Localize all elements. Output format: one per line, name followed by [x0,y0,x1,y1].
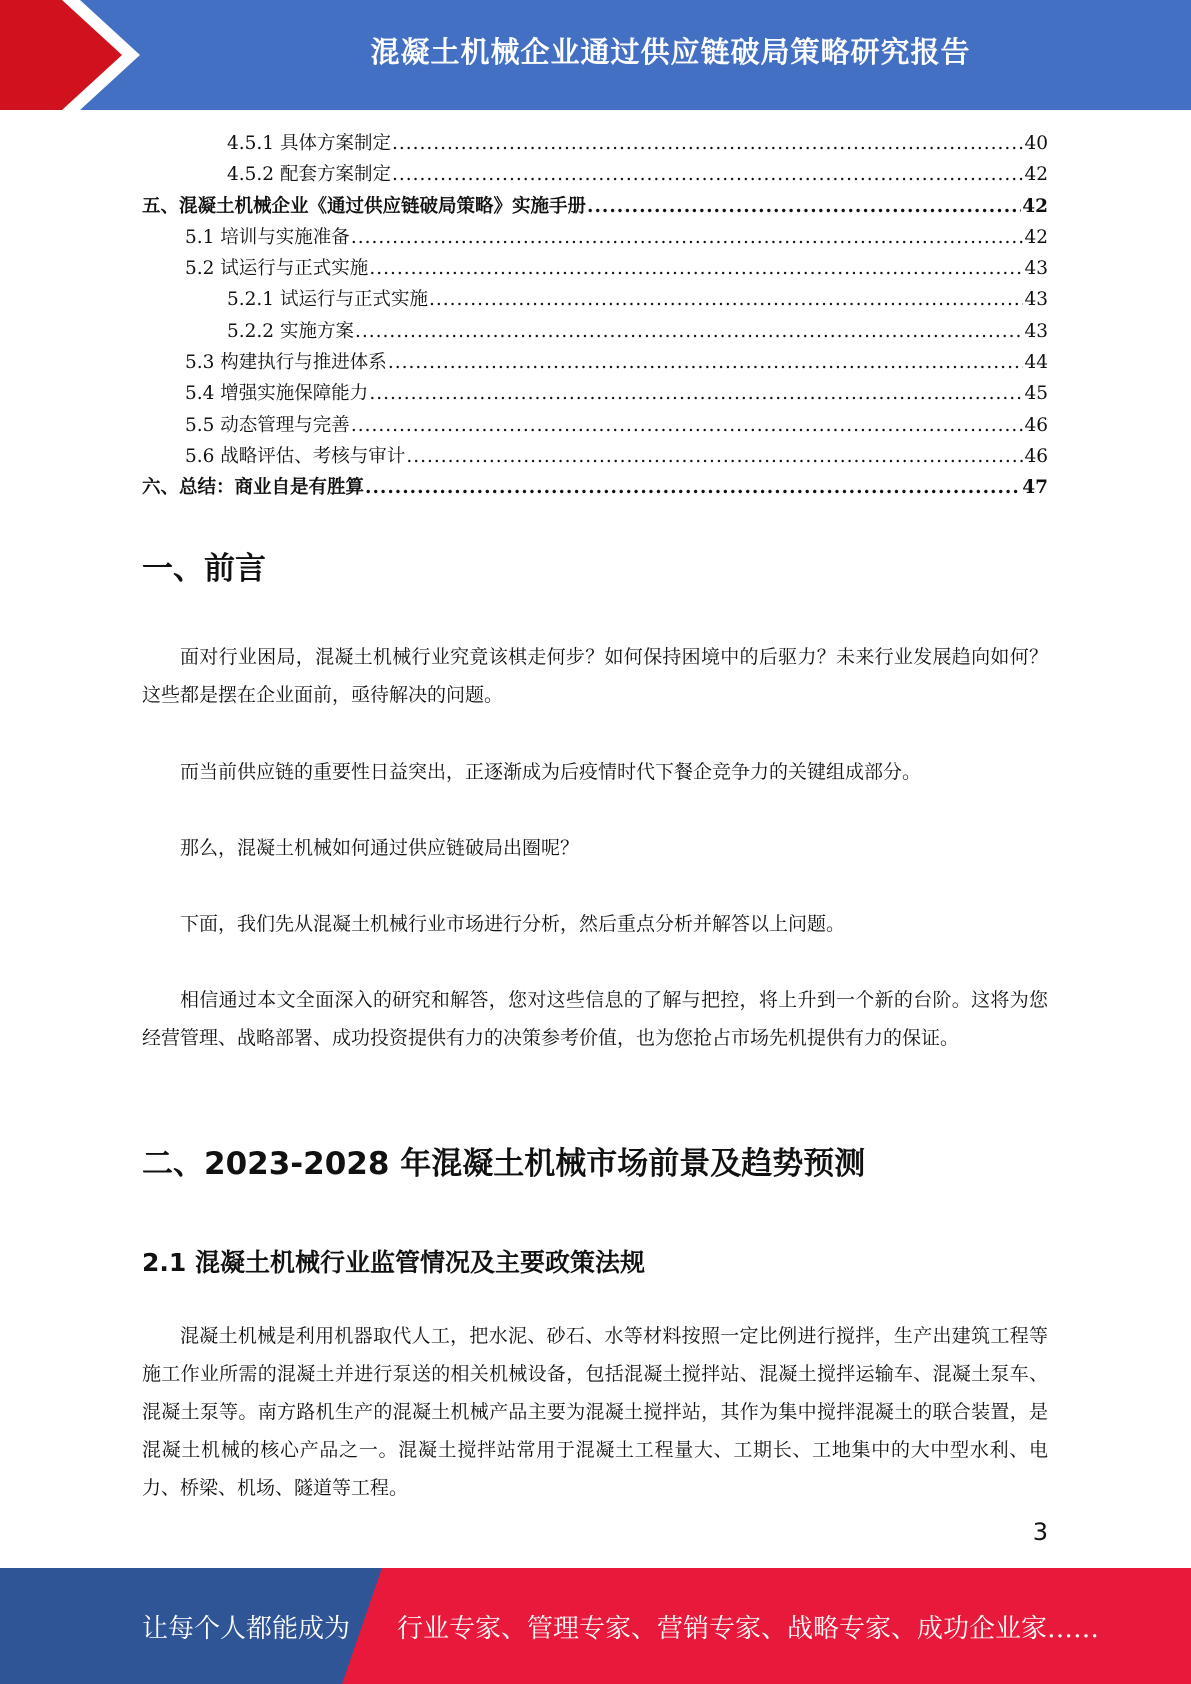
toc-entry-label: 5.2.1 试运行与正式实施 [227,289,428,311]
toc-entry[interactable] [142,128,1048,159]
toc-entry-page: 47 [1022,477,1048,499]
toc-dot-leader [351,222,1024,253]
toc-entry[interactable] [142,410,1048,441]
toc-dot-leader [406,441,1023,472]
toc-entry-label: 5.1 培训与实施准备 [185,226,350,248]
section-heading-preface: 一、前言 [142,551,266,587]
preface-paragraph-2: 而当前供应链的重要性日益突出，正逐渐成为后疫情时代下餐企竞争力的关键组成部分。 [180,761,922,783]
preface-paragraph-4: 下面，我们先从混凝土机械行业市场进行分析，然后重点分析并解答以上问题。 [180,913,846,935]
toc-entry[interactable] [142,441,1048,472]
preface-paragraph-3: 那么，混凝土机械如何通过供应链破局出圈呢？ [180,837,580,859]
toc-entry-page: 40 [1024,133,1048,154]
footer-slogan-left: 让每个人都能成为 [142,1613,351,1644]
toc-dot-leader [355,316,1024,347]
toc-entry[interactable] [142,284,1048,315]
toc-entry-label: 4.5.2 配套方案制定 [227,164,391,186]
section-heading-market-outlook: 二、2023-2028 年混凝土机械市场前景及趋势预测 [142,1146,866,1182]
toc-entry-page: 42 [1022,195,1048,217]
toc-entry[interactable] [142,253,1048,284]
toc-dot-leader [587,191,1021,222]
toc-dot-leader [429,284,1023,315]
toc-entry-page: 44 [1024,352,1048,374]
regulation-paragraph: 混凝土机械是利用机器取代人工，把水泥、砂石、水等材料按照一定比例进行搅拌，生产出建筑工程等施工作业所需的混凝土并进行泵送的相关机械设备，包括混凝土搅拌站、混凝土搅拌运输车、混凝土泵车、混凝土泵等。南方路机生产的混凝土机械产品主要为混凝土搅拌站，其作为集中搅拌混凝土的联合装置，是混凝土机械的核心产品之一。混凝土搅拌站常用于混凝土工程量大、工期长、工地集中的大中型水利、电力、桥梁、机场、隧道等工程。 [142,1325,1048,1499]
table-of-contents [142,128,1048,504]
toc-entry[interactable] [142,191,1048,222]
footer-slogan-right: 行业专家、管理专家、营销专家、战略专家、成功企业家…… [397,1613,1100,1644]
toc-entry[interactable] [142,472,1048,503]
toc-dot-leader [369,378,1023,409]
toc-entry[interactable] [142,378,1048,409]
toc-entry-label: 5.6 战略评估、考核与审计 [185,445,406,467]
footer-banner [0,1568,1191,1684]
toc-entry-label: 5.4 增强实施保障能力 [185,383,369,405]
subsection-heading-regulation: 2.1 混凝土机械行业监管情况及主要政策法规 [142,1248,645,1277]
toc-entry-label: 5.3 构建执行与推进体系 [185,352,387,374]
toc-entry-label: 六、总结：商业自是有胜算 [142,477,365,499]
toc-dot-leader [351,410,1024,441]
toc-dot-leader [392,159,1023,190]
toc-entry-page: 45 [1024,383,1048,405]
toc-entry[interactable] [142,347,1048,378]
toc-entry-page: 46 [1024,445,1048,467]
red-chevron-decoration [0,0,150,110]
toc-entry-page: 42 [1024,164,1048,186]
header-banner [0,0,1191,110]
toc-entry-page: 43 [1024,320,1048,342]
toc-entry-label: 五、混凝土机械企业《通过供应链破局策略》实施手册 [142,195,587,217]
toc-entry[interactable] [142,222,1048,253]
toc-entry-label: 5.2 试运行与正式实施 [185,258,369,280]
toc-entry-page: 42 [1024,226,1048,248]
toc-entry-label: 5.5 动态管理与完善 [185,414,350,436]
toc-entry-label: 4.5.1 具体方案制定 [227,133,391,154]
toc-dot-leader [369,253,1023,284]
report-title: 混凝土机械企业通过供应链破局策略研究报告 [370,34,971,69]
preface-paragraph-1: 面对行业困局，混凝土机械行业究竟该棋走何步？如何保持困境中的后驱力？未来行业发展趋向如何？这些都是摆在企业面前，亟待解决的问题。 [142,646,1048,706]
toc-dot-leader [392,128,1023,159]
preface-paragraph-5: 相信通过本文全面深入的研究和解答，您对这些信息的了解与把控，将上升到一个新的台阶。这将为您经营管理、战略部署、成功投资提供有力的决策参考价值，也为您抢占市场先机提供有力的保证。 [142,989,1048,1049]
page-number: 3 [1032,1518,1048,1546]
toc-dot-leader [365,472,1021,503]
toc-dot-leader [388,347,1024,378]
toc-entry[interactable] [142,316,1048,347]
toc-entry-page: 46 [1024,414,1048,436]
toc-entry-page: 43 [1024,258,1048,280]
toc-entry-label: 5.2.2 实施方案 [227,320,354,342]
toc-entry-page: 43 [1024,289,1048,311]
toc-entry[interactable] [142,159,1048,190]
